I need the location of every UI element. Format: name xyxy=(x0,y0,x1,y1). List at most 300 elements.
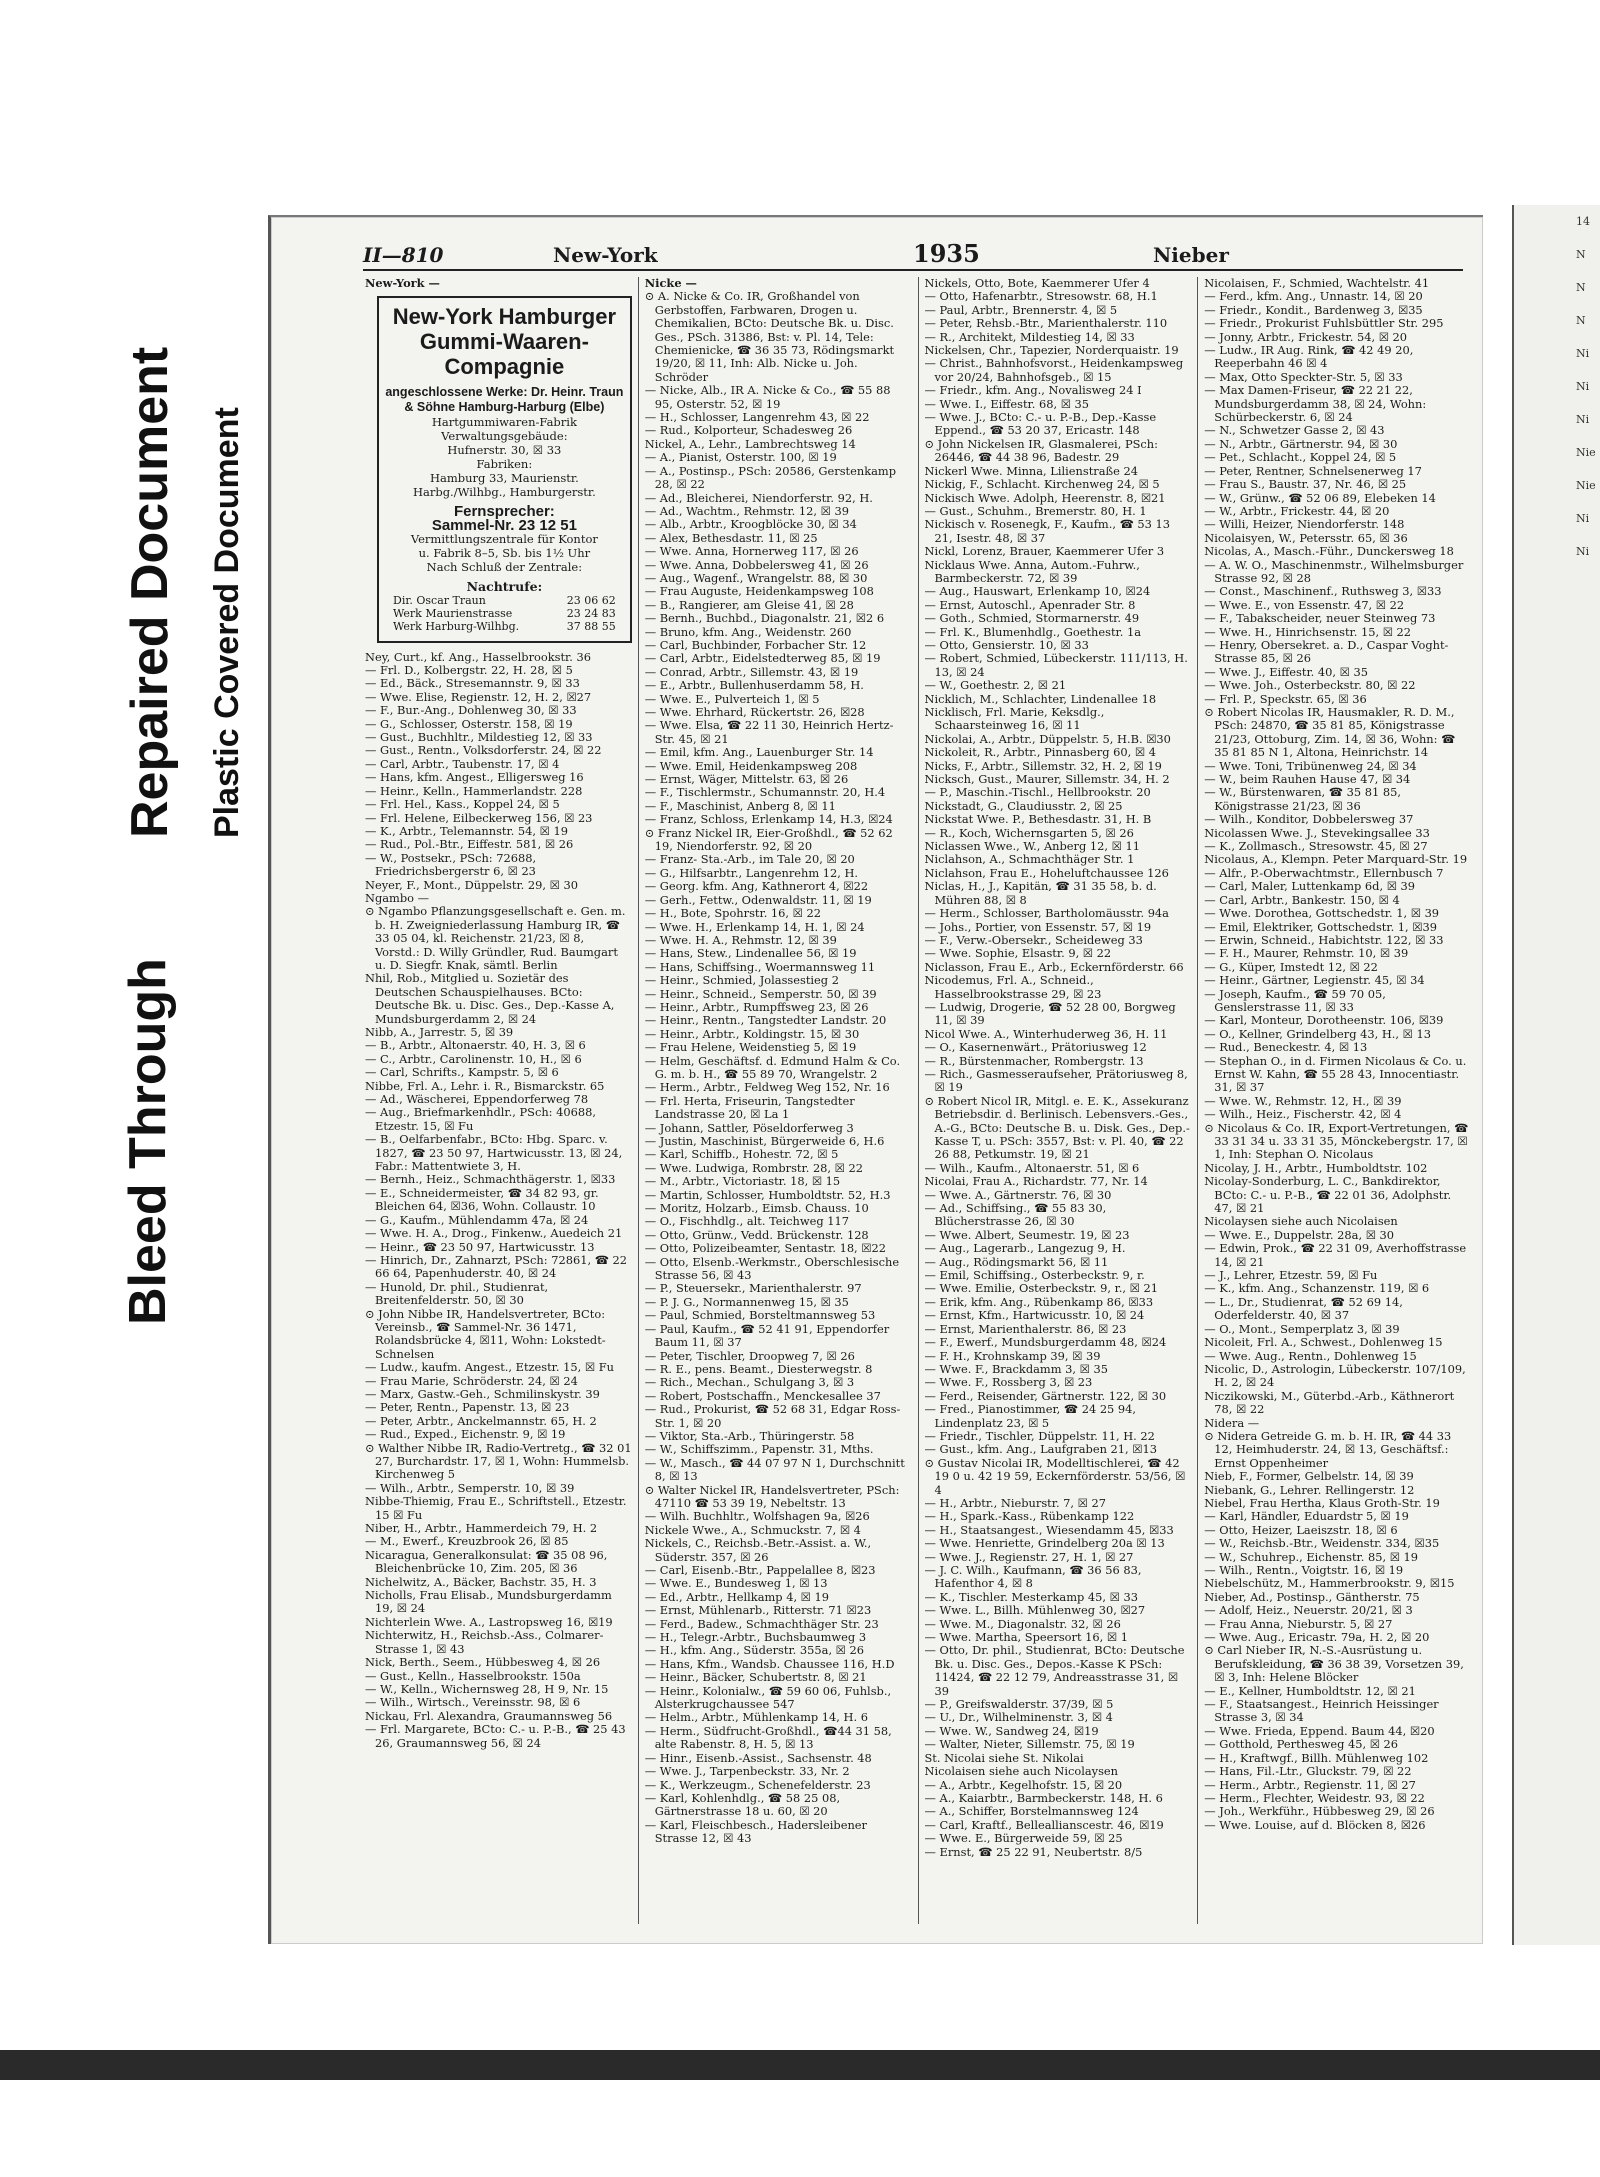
directory-entry: — M., Arbtr., Victoriastr. 18, ☒ 15 xyxy=(644,1174,841,1189)
directory-entry: — F., Tischlermstr., Schumannstr. 20, H.4 xyxy=(644,785,886,800)
side-label-plastic-covered: Plastic Covered Document xyxy=(208,407,246,838)
directory-entry: — L., Dr., Studienrat, ☎ 52 69 14, Oderfelderstr. 40, ☒ 37 xyxy=(1204,1294,1403,1323)
directory-entry: — O., Kasernenwärt., Prätoriusweg 12 xyxy=(924,1040,1147,1055)
directory-entry: — Edwin, Prok., ☎ 22 31 09, Averhoffstrasse 14, ☒ 21 xyxy=(1204,1241,1467,1269)
directory-entry: Nickelsen, Chr., Tapezier, Norderquaistr. 19 xyxy=(924,343,1179,358)
directory-entry: Nichelwitz, A., Bäcker, Bachstr. 35, H. 3 xyxy=(365,1574,597,1589)
directory-entry: — Carl, Eisenb.-Btr., Pappelallee 8, ☒23 xyxy=(644,1563,876,1577)
directory-entry: — A., Kaiarbtr., Barmbeckerstr. 148, H. 6 xyxy=(924,1790,1163,1805)
directory-entry: — Wwe. Martha, Speersort 16, ☒ 1 xyxy=(924,1630,1128,1645)
directory-entry: — Wwe. A., Gärtnerstr. 76, ☒ 30 xyxy=(924,1187,1112,1202)
directory-entry: — F. H., Maurer, Rehmstr. 10, ☒ 39 xyxy=(1204,946,1409,961)
directory-entry: — Ludw., kaufm. Angest., Etzestr. 15, ☒ Fu xyxy=(365,1360,614,1375)
directory-entry: — K., Werkzeugm., Schenefelderstr. 23 xyxy=(644,1777,871,1792)
directory-entry: Nickisch v. Rosenegk, F., Kaufm., ☎ 53 13 21, Isestr. 48, ☒ 37 xyxy=(924,517,1170,545)
directory-entry: — Wwe. Albert, Seumestr. 19, ☒ 23 xyxy=(924,1227,1130,1242)
directory-entry: — W., Grünw., ☎ 52 06 89, Elebeken 14 xyxy=(1204,490,1436,505)
directory-entry: — H., Staatsangest., Wiesendamm 45, ☒33 xyxy=(924,1522,1174,1537)
directory-entry: Nickau, Frl. Alexandra, Graumannsweg 56 xyxy=(365,1708,613,1723)
directory-entry: — Johs., Portier, von Essenstr. 57, ☒ 19 xyxy=(924,919,1152,934)
directory-entry: — Wwe. J., BCto: C.- u. P.-B., Dep.-Kasse Eppend., ☎ 53 20 37, Ericastr. 148 xyxy=(924,410,1157,438)
directory-entry: Nickstadt, G., Claudiusstr. 2, ☒ 25 xyxy=(924,798,1123,813)
directory-entry: — Ernst, Marienthalerstr. 86, ☒ 23 xyxy=(924,1321,1127,1336)
directory-entry: — Otto, Grünw., Vedd. Brückenstr. 128 xyxy=(644,1227,869,1242)
directory-entry: — Otto, Elsenb.-Werkmstr., Oberschlesische Strasse 56, ☒ 43 xyxy=(644,1254,900,1283)
directory-entry: — Hinr., Eisenb.-Assist., Sachsenstr. 48 xyxy=(644,1750,872,1765)
directory-entry: Nickel, A., Lehr., Lambrechtsweg 14 xyxy=(644,436,856,451)
directory-entry: — Rud., Beneckestr. 4, ☒ 13 xyxy=(1204,1040,1368,1055)
directory-entry: — K., Arbtr., Telemannstr. 54, ☒ 19 xyxy=(365,823,568,838)
ad-night-row xyxy=(385,620,624,633)
directory-entry: — Hans, kfm. Angest., Elligersweg 16 xyxy=(365,770,584,785)
directory-entry: — Wwe. Frieda, Eppend. Baum 44, ☒20 xyxy=(1204,1723,1435,1738)
ad-line: Verwaltungsgebäude: xyxy=(441,429,568,444)
directory-entry: — Heinr., Kelln., Hammerlandstr. 228 xyxy=(365,783,583,798)
directory-entry: Nicholls, Frau Elisab., Mundsburgerdamm 19, ☒ 24 xyxy=(365,1588,612,1616)
ad-line: Fabriken: xyxy=(476,457,533,472)
ad-title: New-York Hamburger Gummi-Waaren-Compagnie xyxy=(392,304,617,380)
ad-night-name: Werk Harburg-Wilhbg. xyxy=(393,619,520,633)
directory-entry: — G., Küper, Imstedt 12, ☒ 22 xyxy=(1204,959,1378,974)
ad-phone-line: Vermittlungszentrale für Kontor xyxy=(410,532,598,547)
directory-entry: — Friedr., Prokurist Fuhlsbüttler Str. 295 xyxy=(1204,316,1444,331)
directory-entry: Niclas, H., J., Kapitän, ☎ 31 35 58, b. d. Mühren 88, ☒ 8 xyxy=(924,879,1157,907)
directory-entry: Nicolic, D., Astrologin, Lübeckerstr. 107/109, H. 2, ☒ 24 xyxy=(1204,1361,1466,1390)
directory-entry: — Johann, Sattler, Pöseldorferweg 3 xyxy=(644,1120,854,1135)
directory-entry: — Jonny, Arbtr., Frickestr. 54, ☒ 20 xyxy=(1204,329,1408,344)
advertisement-box xyxy=(377,296,632,642)
directory-entry: — Ernst, Autoschl., Apenrader Str. 8 xyxy=(924,597,1136,612)
directory-entry: — Heinr., Schneid., Semperstr. 50, ☒ 39 xyxy=(644,986,877,1001)
directory-entry: — Ernst, Wäger, Mittelstr. 63, ☒ 26 xyxy=(644,772,849,787)
directory-entry: Nickisch Wwe. Adolph, Heerenstr. 8, ☒21 xyxy=(924,490,1166,505)
directory-entry: Nicolaisen, F., Schmied, Wachtelstr. 41 xyxy=(1204,277,1430,290)
directory-entry: — W., Schuhrep., Eichenstr. 85, ☒ 19 xyxy=(1204,1549,1419,1564)
directory-entry: — Wwe. J., Tarpenbeckstr. 33, Nr. 2 xyxy=(644,1764,850,1779)
directory-entry: — F., Tabakscheider, neuer Steinweg 73 xyxy=(1204,611,1436,626)
ad-night-name: Dir. Oscar Traun xyxy=(393,593,486,607)
directory-entry: — Wwe. E., von Essenstr. 47, ☒ 22 xyxy=(1204,597,1405,612)
directory-entry: Nicklich, M., Schlachter, Lindenallee 18 xyxy=(924,691,1157,706)
directory-entry: — Aug., Rödingsmarkt 56, ☒ 11 xyxy=(924,1254,1109,1269)
directory-entry: — W., Goethestr. 2, ☒ 21 xyxy=(924,678,1067,693)
directory-entry: — Frl. Hel., Kass., Koppel 24, ☒ 5 xyxy=(365,797,560,812)
directory-entry: Nicaragua, Generalkonsulat: ☎ 35 08 96, Bleichenbrücke 10, Zim. 205, ☒ 36 xyxy=(365,1547,608,1576)
directory-entry: — Gust., Kelln., Hasselbrookstr. 150a xyxy=(365,1668,581,1683)
directory-entry: — Alb., Arbtr., Kroogblöcke 30, ☒ 34 xyxy=(644,517,857,532)
ad-phone-line: u. Fabrik 8–5, Sb. bis 1½ Uhr xyxy=(418,546,591,561)
directory-entry: ⊙ Robert Nicol IR, Mitgl. e. E. K., Assekuranz Betriebsdir. d. Berlinisch. Lebensvers.-Ges., A.-G., BCto: Deutsche B. u. Disk. Ges., Dep.-Kasse T, u. PSch: 3557, Bst: v. Pl. 40, ☎ 22 26 88, Petkumstr. 19, ☒ 21 xyxy=(924,1093,1190,1162)
directory-entry: — Frl. P., Speckstr. 65, ☒ 36 xyxy=(1204,691,1367,706)
directory-entry: — Wilh., Rentn., Voigtstr. 16, ☒ 19 xyxy=(1204,1563,1404,1577)
directory-entry: Nickels, C., Reichsb.-Betr.-Assist. a. W., Süderstr. 357, ☒ 26 xyxy=(644,1536,872,1564)
directory-entry: — Frl. Helene, Eilbeckerweg 156, ☒ 23 xyxy=(365,810,593,825)
directory-entry: — Wwe. Aug., Rentn., Dohlenweg 15 xyxy=(1204,1348,1417,1363)
adjacent-page-mark: Ni xyxy=(1576,380,1590,393)
directory-entry: — Gust., Buchhltr., Mildestieg 12, ☒ 33 xyxy=(365,730,593,745)
column-1 xyxy=(359,277,639,1924)
directory-entry: — Wilh. Buchhltr., Wolfshagen 9a, ☒26 xyxy=(644,1509,870,1524)
directory-entry: ⊙ Ngambo Pflanzungsgesellschaft e. Gen. m. b. H. Zweigniederlassung Hamburg IR, ☎ 33 05 04, kl. Reichenstr. 21/23, ☒ 8, Vorstd.: D. Willy Gründler, Rud. Baumgart u. D. Siegfr. Knak, sämtl. Berlin xyxy=(365,904,626,972)
directory-entry: St. Nicolai siehe St. Nikolai xyxy=(924,1750,1084,1765)
directory-entry: Nickstat Wwe. P., Bethesdastr. 31, H. B xyxy=(924,812,1152,827)
column-2 xyxy=(639,277,919,1924)
directory-entry: — Wwe. W., Sandweg 24, ☒19 xyxy=(924,1723,1099,1738)
directory-entry: — Robert, Schmied, Lübeckerstr. 111/113, H. 13, ☒ 24 xyxy=(924,651,1188,679)
directory-entry: — Heinr., Bäcker, Schubertstr. 8, ☒ 21 xyxy=(644,1670,867,1685)
directory-entry: — Herm., Arbtr., Regienstr. 11, ☒ 27 xyxy=(1204,1777,1416,1792)
directory-entry: — Ad., Bleicherei, Niendorferstr. 92, H. xyxy=(644,490,873,505)
directory-entry: — R., Bürstenmacher, Rombergstr. 13 xyxy=(924,1053,1144,1068)
page-guide-word: Nieber xyxy=(1153,243,1229,267)
directory-entry: — Hunold, Dr. phil., Studienrat, Breitenfelderstr. 50, ☒ 30 xyxy=(365,1279,549,1308)
directory-entry: — W., Bürstenwaren, ☎ 35 81 85, Königstrasse 21/23, ☒ 36 xyxy=(1204,785,1401,813)
directory-entry: — F., Verw.-Obersekr., Scheideweg 33 xyxy=(924,932,1143,947)
directory-entry: — A. W. O., Maschinenmstr., Wilhelmsburger Strasse 92, ☒ 28 xyxy=(1204,557,1464,585)
directory-entry: ⊙ Franz Nickel IR, Eier-Großhdl., ☎ 52 62 19, Niendorferstr. 92, ☒ 20 xyxy=(644,825,893,854)
directory-entry: — Wilh., Arbtr., Semperstr. 10, ☒ 39 xyxy=(365,1480,575,1495)
directory-entry: — Carl, Arbtr., Eidelstedterweg 85, ☒ 19 xyxy=(644,651,881,666)
directory-entry: Nibbe, Frl. A., Lehr. i. R., Bismarckstr. 65 xyxy=(365,1078,605,1093)
directory-entry: — Helm, Geschäftsf. d. Edmund Halm & Co. G. m. b. H., ☎ 55 89 70, Wrangelstr. 2 xyxy=(644,1053,901,1081)
directory-entry: — Ed., Arbtr., Hellkamp 4, ☒ 19 xyxy=(644,1589,830,1604)
directory-entry: Nicolay-Sonderburg, L. C., Bankdirektor, BCto: C.- u. P.-B., ☎ 22 01 36, Adolphstr. 47, ☒ 21 xyxy=(1204,1174,1452,1216)
adjacent-page-mark: Ni xyxy=(1576,413,1590,426)
directory-entry: — Heinr., Arbtr., Koldingstr. 15, ☒ 30 xyxy=(644,1026,860,1041)
directory-entry: — F., Bur.-Ang., Dohlenweg 30, ☒ 33 xyxy=(365,703,577,718)
directory-entry: Nieber, Ad., Postinsp., Gäntherstr. 75 xyxy=(1204,1589,1420,1604)
directory-entry: — E., Kellner, Humboldtstr. 12, ☒ 21 xyxy=(1204,1683,1416,1698)
directory-entry: — Peter, Rehsb.-Btr., Marienthalerstr. 110 xyxy=(924,316,1168,331)
directory-entry: — Friedr., kfm. Ang., Novalisweg 24 I xyxy=(924,383,1142,398)
directory-entry: — K., Tischler. Mesterkamp 45, ☒ 33 xyxy=(924,1589,1138,1604)
directory-entry: — E., Schneidermeister, ☎ 34 82 93, gr. Bleichen 64, ☒36, Wohn. Collaustr. 10 xyxy=(365,1185,599,1214)
directory-entry: — Herm., Flechter, Weidestr. 93, ☒ 22 xyxy=(1204,1790,1425,1805)
directory-entry: — A., Arbtr., Kegelhofstr. 15, ☒ 20 xyxy=(924,1777,1123,1792)
directory-entry: — Carl, Kraftf., Belleallianscestr. 46, ☒19 xyxy=(924,1817,1164,1832)
directory-entry: — Carl, Buchbinder, Forbacher Str. 12 xyxy=(644,637,867,652)
directory-entry: — Georg. kfm. Ang, Kathnerort 4, ☒22 xyxy=(644,879,869,894)
directory-entry: — Gust., Rentn., Volksdorferstr. 24, ☒ 22 xyxy=(365,743,602,758)
directory-entry: — Rich., Gasmesserauf​seher, Prätoriusweg 8, ☒ 19 xyxy=(924,1066,1188,1095)
directory-entry: — G., Hilfsarbtr., Langenrehm 12, H. xyxy=(644,865,859,880)
directory-entry: — Peter, Tischler, Droopweg 7, ☒ 26 xyxy=(644,1348,855,1363)
directory-entry: — Aug., Lagerarb., Langezug 9, H. xyxy=(924,1241,1126,1256)
directory-entry: — J., Lehrer, Etzestr. 59, ☒ Fu xyxy=(1204,1268,1378,1283)
directory-entry: — Friedr., Kondit., Bardenweg 3, ☒35 xyxy=(1204,302,1423,317)
directory-entry: — Joseph, Kaufm., ☎ 59 70 05, Genslerstrasse 11, ☒ 33 xyxy=(1204,986,1386,1014)
directory-entry: — Wwe. Emilie, Osterbeckstr. 9, r., ☒ 21 xyxy=(924,1281,1158,1296)
directory-entry: Niebank, G., Lehrer. Rellingerstr. 12 xyxy=(1204,1482,1415,1497)
directory-entry: — Frau Anna, Nieburstr. 5, ☒ 27 xyxy=(1204,1616,1393,1631)
ad-night-row xyxy=(385,594,624,607)
directory-entry: Nickels, Otto, Bote, Kaemmerer Ufer 4 xyxy=(924,277,1150,290)
directory-entry: — A., Pianist, Osterstr. 100, ☒ 19 xyxy=(644,450,837,465)
directory-entry: — Rud., Kolporteur, Schadesweg 26 xyxy=(644,423,853,438)
directory-entry: Nibbe-Thiemig, Frau E., Schriftstell., Etzestr. 15 ☒ Fu xyxy=(365,1494,627,1522)
directory-entry: — Wwe. E., Pulverteich 1, ☒ 5 xyxy=(644,691,820,706)
directory-columns xyxy=(359,277,1477,1924)
directory-entry: — F. H., Krohnskamp 39, ☒ 39 xyxy=(924,1348,1101,1363)
directory-entry: Niclahson, Frau E., Hoheluftchaussee 126 xyxy=(924,865,1169,880)
adjacent-page-mark: Ni xyxy=(1576,347,1590,360)
directory-entry: Nicolaisyen, W., Petersstr. 65, ☒ 36 xyxy=(1204,530,1408,545)
directory-entry: — Wwe. W., Rehmstr. 12, H., ☒ 39 xyxy=(1204,1093,1402,1108)
page-year: 1935 xyxy=(913,239,980,268)
directory-entry: — Ad., Schiffsing., ☎ 55 83 30, Blücherstrasse 26, ☒ 30 xyxy=(924,1201,1107,1229)
page-section-title: New-York xyxy=(553,243,658,267)
directory-entry: — Karl, Schiffb., Hohestr. 72, ☒ 5 xyxy=(644,1147,839,1162)
directory-entry: — Ad., Wäscherei, Eppendorferweg 78 xyxy=(365,1092,589,1107)
directory-entry: — Fred., Pianostimmer, ☎ 24 25 94, Lindenplatz 23, ☒ 5 xyxy=(924,1402,1137,1430)
directory-entry: — Carl, Maler, Luttenkamp 6d, ☒ 39 xyxy=(1204,879,1416,894)
directory-entry: — W., Masch., ☎ 44 07 97 N 1, Durchschnitt 8, ☒ 13 xyxy=(644,1455,905,1484)
directory-entry: Nickolai, A., Arbtr., Düppelstr. 5, H.B. ☒30 xyxy=(924,731,1171,746)
ad-phone-number: Sammel-Nr. 23 12 51 xyxy=(431,516,577,534)
ad-line: Hufnerstr. 30, ☒ 33 xyxy=(447,443,562,458)
directory-entry: — Wwe. Anna, Hornerweg 117, ☒ 26 xyxy=(644,544,859,559)
directory-entry: ⊙ John Nickelsen IR, Glasmalerei, PSch: 26446, ☎ 44 38 96, Badestr. 29 xyxy=(924,436,1158,465)
directory-entry: Neyer, F., Mont., Düppelstr. 29, ☒ 30 xyxy=(365,877,578,892)
directory-entry: — Emil, Elektriker, Gottschedstr. 1, ☒39 xyxy=(1204,919,1438,934)
directory-entry: — Pet., Schlacht., Koppel 24, ☒ 5 xyxy=(1204,450,1397,465)
directory-entry: Nicodemus, Frl. A., Schneid., Hasselbrookstrasse 29, ☒ 23 xyxy=(924,973,1102,1001)
directory-entry: — Hans, Fil.-Ltr., Gluckstr. 79, ☒ 22 xyxy=(1204,1764,1412,1779)
directory-entry: — W., Schiffszimm., Papenstr. 31, Mths. xyxy=(644,1442,874,1457)
directory-entry: ⊙ Robert Nicolas IR, Hausmakler, R. D. M., PSch: 24870, ☎ 35 81 85, Königstrasse 21/23, Ottoburg, Zim. 14, ☒ 36, Wohn: ☎ 35 81 85 N 1, Altona, Heinrichstr. 14 xyxy=(1204,705,1456,760)
directory-entry: — Carl, Arbtr., Taubenstr. 17, ☒ 4 xyxy=(365,756,560,771)
directory-entry: — Adolf, Heiz., Neuerstr. 20/21, ☒ 3 xyxy=(1204,1603,1413,1618)
directory-entry: — Frl. Margarete, BCto: C.- u. P.-B., ☎ 25 43 26, Graumannsweg 56, ☒ 24 xyxy=(365,1722,626,1750)
directory-entry: — Rud., Prokurist, ☎ 52 68 31, Edgar Ross-Str. 1, ☒ 20 xyxy=(644,1402,901,1430)
directory-entry: — Wwe. Aug., Ericastr. 79a, H. 2, ☒ 20 xyxy=(1204,1630,1430,1645)
directory-entry: — G., Kaufm., Mühlendamm 47a, ☒ 24 xyxy=(365,1212,589,1227)
directory-entry: Nickig, F., Schlacht. Kirchenweg 24, ☒ 5 xyxy=(924,477,1160,492)
directory-page xyxy=(268,215,1483,1944)
directory-entry: — Justin, Maschinist, Bürgerweide 6, H.6 xyxy=(644,1134,885,1148)
directory-entry: — Rich., Mechan., Schulgang 3, ☒ 3 xyxy=(644,1375,855,1390)
directory-entry: — Erik, kfm. Ang., Rübenkamp 86, ☒33 xyxy=(924,1294,1154,1309)
directory-entry: Nichterlein Wwe. A., Lastropsweg 16, ☒19 xyxy=(365,1614,613,1629)
directory-entry: Nicksch, Gust., Maurer, Sillemstr. 34, H. 2 xyxy=(924,772,1170,787)
directory-entry: — Wilh., Wirtsch., Vereinsstr. 98, ☒ 6 xyxy=(365,1695,581,1710)
directory-entry: — Max Damen-Friseur, ☎ 22 21 22, Mundsburgerdamm 38, ☒ 24, Wohn: Schürbeckerstr. 6, ☒ 24 xyxy=(1204,383,1427,425)
directory-entry: — Friedr., Tischler, Düppelstr. 11, H. 22 xyxy=(924,1428,1155,1443)
directory-entry: — Nicke, Alb., IR A. Nicke & Co., ☎ 55 88 95, Osterstr. 52, ☒ 19 xyxy=(644,383,891,411)
directory-entry: Nickerl Wwe. Minna, Lilienstraße 24 xyxy=(924,463,1138,478)
directory-entry: — Wwe. J., Regienstr. 27, H. 1, ☒ 27 xyxy=(924,1549,1134,1564)
ad-night-number: 37 88 55 xyxy=(566,619,616,633)
directory-entry: — Frl. D., Kolbergstr. 22, H. 28, ☒ 5 xyxy=(365,663,573,678)
directory-entry: — Goth., Schmied, Stormarnerstr. 49 xyxy=(924,611,1140,626)
directory-entry: — K., kfm. Ang., Schanzenstr. 119, ☒ 6 xyxy=(1204,1281,1430,1296)
directory-entry: — Wwe. Henriette, Grindelberg 20a ☒ 13 xyxy=(924,1536,1165,1551)
directory-entry: — Const., Maschinenf., Ruthsweg 3, ☒33 xyxy=(1204,584,1442,599)
directory-entry: — Ad., Wachtm., Rehmstr. 12, ☒ 39 xyxy=(644,503,849,518)
directory-entry: — Wwe. Emil, Heidenkampsweg 208 xyxy=(644,758,858,773)
directory-entry: ⊙ Walther Nibbe IR, Radio-Vertretg., ☎ 32 01 27, Burchardstr. 17, ☒ 1, Wohn: Hummelsb. Kirchenweg 5 xyxy=(365,1440,632,1482)
directory-entry: — H., Kraftwgf., Billh. Mühlenweg 102 xyxy=(1204,1750,1429,1765)
ad-night-name: Werk Maurienstrasse xyxy=(393,606,513,620)
directory-entry: Nicolas, A., Masch.-Führ., Dunckersweg 18 xyxy=(1204,544,1454,559)
directory-entry: — Wilh., Kaufm., Altonaerstr. 51, ☒ 6 xyxy=(924,1160,1140,1175)
directory-entry: — F., Maschinist, Anberg 8, ☒ 11 xyxy=(644,798,836,813)
directory-entry: — C., Arbtr., Carolinenstr. 10, H., ☒ 6 xyxy=(365,1051,582,1066)
directory-entry: — Willi, Heizer, Niendorferstr. 148 xyxy=(1204,517,1405,532)
adjacent-page-mark: N xyxy=(1576,248,1586,261)
directory-entry: — Ernst, Kfm., Hartwicusstr. 10, ☒ 24 xyxy=(924,1308,1145,1323)
directory-entry: — Bernh., Buchbd., Diagonalstr. 21, ☒2 6 xyxy=(644,611,885,626)
directory-entry: — Wwe. E., Bürgerweide 59, ☒ 25 xyxy=(924,1831,1123,1846)
directory-entry: — Conrad, Arbtr., Sillemstr. 43, ☒ 19 xyxy=(644,664,859,679)
adjacent-page-mark: Ni xyxy=(1576,545,1590,558)
directory-entry: — Ludwig, Drogerie, ☎ 52 28 00, Borgweg 11, ☒ 39 xyxy=(924,999,1176,1028)
directory-entry: Nicolaysen siehe auch Nicolaisen xyxy=(1204,1214,1398,1229)
directory-entry: — Aug., Hauswart, Erlenkamp 10, ☒24 xyxy=(924,584,1151,599)
directory-entry: — Wwe. H. A., Drog., Finkenw., Auedeich 21 xyxy=(365,1226,623,1241)
directory-entry: — J. C. Wilh., Kaufmann, ☎ 36 56 83, Hafenthor 4, ☒ 8 xyxy=(924,1563,1142,1591)
side-label-repaired-document: Repaired Document xyxy=(121,346,179,838)
directory-entry: — Wwe. H., Erlenkamp 14, H. 1, ☒ 24 xyxy=(644,919,865,934)
directory-entry: — Otto, Dr. phil., Studienrat, BCto: Deutsche Bk. u. Disc. Ges., Depos.-Kasse K PSch: 11424, ☎ 22 12 79, Andreasstrasse 31, ☒ 39 xyxy=(924,1643,1185,1698)
directory-entry: — Herm., Arbtr., Feldweg Weg 152, Nr. 16 xyxy=(644,1080,890,1095)
directory-entry: Niber, H., Arbtr., Hammerdeich 79, H. 2 xyxy=(365,1521,598,1536)
directory-entry: — H., Bote, Spohrstr. 16, ☒ 22 xyxy=(644,906,821,921)
column-head: New-York — xyxy=(365,277,440,290)
directory-entry: — Paul, Arbtr., Brennerstr. 4, ☒ 5 xyxy=(924,302,1118,317)
directory-entry: — Marx, Gastw.-Geh., Schmilinskystr. 39 xyxy=(365,1386,600,1401)
directory-entry: — Moritz, Holzarb., Eimsb. Chauss. 10 xyxy=(644,1201,869,1216)
directory-entry: — Gerh., Fettw., Odenwaldstr. 11, ☒ 19 xyxy=(644,892,872,907)
directory-entry: — Hans, Stew., Lindenallee 56, ☒ 19 xyxy=(644,946,857,961)
page-header xyxy=(363,239,1463,271)
directory-entry: — Aug., Wagenf., Wrangelstr. 88, ☒ 30 xyxy=(644,570,868,585)
directory-entry: — Rud., Pol.-Btr., Eiffestr. 581, ☒ 26 xyxy=(365,837,574,852)
directory-entry: Nicolaus, A., Klempn. Peter Marquard-Str. 19 xyxy=(1204,852,1468,867)
directory-entry: — Otto, Polizeibeamter, Sentastr. 18, ☒22 xyxy=(644,1241,887,1256)
directory-entry: — W., Arbtr., Frickestr. 44, ☒ 20 xyxy=(1204,503,1390,518)
directory-entry: Niebel, Frau Hertha, Klaus Groth-Str. 19 xyxy=(1204,1495,1440,1510)
directory-entry: — F., Staatsangest., Heinrich Heissinger Strasse 3, ☒ 34 xyxy=(1204,1697,1439,1725)
directory-entry: — O., Kellner, Grindelberg 43, H., ☒ 13 xyxy=(1204,1026,1431,1041)
directory-entry: — P., Steuersekr., Marienthalerstr. 97 xyxy=(644,1281,862,1296)
directory-entry: — Rud., Exped., Eichenstr. 9, ☒ 19 xyxy=(365,1427,566,1442)
ad-night-number: 23 24 83 xyxy=(566,606,616,620)
directory-entry: — Ed., Bäck., Stresemannstr. 9, ☒ 33 xyxy=(365,676,580,691)
directory-entry: — W., Kelln., Wichernsweg 28, H 9, Nr. 15 xyxy=(365,1681,609,1696)
directory-entry: — Christ., Bahnhofsvorst., Heidenkampsweg vor 20/24, Bahnhofsgeb., ☒ 15 xyxy=(924,356,1184,384)
directory-entry: Nicoleit, Frl. A., Schwest., Dohlenweg 15 xyxy=(1204,1335,1443,1350)
directory-entry: — Ernst, ☎ 25 22 91, Neubertstr. 8/5 xyxy=(924,1844,1143,1859)
directory-entry: — Bernh., Heiz., Schmachthägerstr. 1, ☒33 xyxy=(365,1172,616,1187)
directory-entry: — Heinr., ☎ 23 50 97, Hartwicusstr. 13 xyxy=(365,1239,595,1254)
adjacent-page-mark: 14 xyxy=(1576,215,1590,228)
directory-entry: — Gust., Schuhm., Bremerstr. 80, H. 1 xyxy=(924,503,1147,518)
directory-entry: — Henry, Obersekret. a. D., Caspar Voght-Strasse 85, ☒ 26 xyxy=(1204,637,1449,666)
directory-entry: — P., Greifswalderstr. 37/39, ☒ 5 xyxy=(924,1697,1114,1712)
directory-entry: Nickele Wwe., A., Schmuckstr. 7, ☒ 4 xyxy=(644,1522,861,1537)
directory-entry: — Ferd., kfm. Ang., Unnastr. 14, ☒ 20 xyxy=(1204,289,1423,304)
directory-entry: — Peter, Arbtr., Anckelmannstr. 65, H. 2 xyxy=(365,1413,597,1428)
directory-entry: — N., Schwetzer Gasse 2, ☒ 43 xyxy=(1204,423,1385,438)
directory-entry: — Wwe. Ehrhard, Rückertstr. 26, ☒28 xyxy=(644,705,865,719)
directory-entry: — Wwe. I., Eiffestr. 68, ☒ 35 xyxy=(924,396,1090,411)
directory-entry: — Heinr., Gärtner, Legienstr. 45, ☒ 34 xyxy=(1204,973,1425,988)
directory-entry: — Peter, Rentner, Schnelsenerweg 17 xyxy=(1204,463,1422,478)
directory-entry: — H., Telegr.-Arbtr., Buchsbaumweg 3 xyxy=(644,1630,867,1645)
directory-entry: — B., Oelfarbenfabr., BCto: Hbg. Sparc. v. 1827, ☎ 23 50 97, Hartwicusstr. 13, ☒ 24, Fabr.: Mattentwiete 3, H. xyxy=(365,1132,623,1174)
directory-entry: Nicklisch, Frl. Marie, Keksdlg., Schaarsteinweg 16, ☒ 11 xyxy=(924,705,1105,733)
directory-entry: — Alex, Bethesdastr. 11, ☒ 25 xyxy=(644,530,818,545)
directory-entry: — Robert, Postschaffn., Menckesallee 37 xyxy=(644,1388,881,1403)
directory-entry: Nibb, A., Jarrestr. 5, ☒ 39 xyxy=(365,1025,514,1039)
ad-subtitle: angeschlossene Werke: Dr. Heinr. Traun & Söhne Hamburg-Harburg (Elbe) xyxy=(385,385,624,415)
directory-entry: — Emil, Schiffsing., Osterbeckstr. 9, r. xyxy=(924,1268,1145,1283)
directory-entry: Nicolassen Wwe. J., Stevekingsallee 33 xyxy=(1204,825,1430,840)
directory-entry: ⊙ Nidera Getreide G. m. b. H. IR, ☎ 44 33 12, Heimhuderstr. 24, ☒ 13, Geschäftsf.: Ernst Oppenheimer xyxy=(1204,1428,1452,1470)
directory-entry: — Wwe. M., Diagonalstr. 32, ☒ 26 xyxy=(924,1616,1121,1631)
directory-entry: ⊙ A. Nicke & Co. IR, Großhandel von Gerbstoffen, Farbwaren, Drogen u. Chemikalien, BCto: Deutsche Bk. u. Disc. Ges., PSch. 31386, Bst: v. Pl. 14, Tele: Chemienicke, ☎ 36 35 73, Rödingsmarkt 19/20, ☒ 11, Inh: Alb. Nicke u. Joh. Schröder xyxy=(644,289,895,384)
directory-entry: — A., Schiffer, Borstelmannsweg 124 xyxy=(924,1804,1139,1819)
directory-entry: — Wwe. F., Brackdamm 3, ☒ 35 xyxy=(924,1361,1108,1376)
directory-entry: — Heinr., Arbtr., Rumpffsweg 23, ☒ 26 xyxy=(644,999,869,1014)
directory-entry: — Ludw., IR Aug. Rink, ☎ 42 49 20, Reeperbahn 46 ☒ 4 xyxy=(1204,343,1414,371)
directory-entry: — Emil, kfm. Ang., Lauenburger Str. 14 xyxy=(644,745,874,760)
page-number: II—810 xyxy=(363,243,444,267)
directory-entry: — Viktor, Sta.-Arb., Thüringerstr. 58 xyxy=(644,1428,855,1443)
directory-entry: — Frau Helene, Weidenstieg 5, ☒ 19 xyxy=(644,1040,857,1055)
directory-entry: — U., Dr., Wilhelminenstr. 3, ☒ 4 xyxy=(924,1710,1113,1725)
directory-entry: ⊙ Carl Nieber IR, N.-S.-Ausrüstung u. Berufskleidung, ☎ 36 38 39, Vorsetzen 39, ☒ 3, Inh: Helene Blöcker xyxy=(1204,1643,1464,1685)
adjacent-page-edge xyxy=(1512,205,1600,1945)
directory-entry: — Carl, Arbtr., Bankestr. 150, ☒ 4 xyxy=(1204,892,1400,907)
directory-entry: Nicolaisen siehe auch Nicolaysen xyxy=(924,1764,1118,1779)
directory-entry: — Wwe. H., Hinrichsenstr. 15, ☒ 22 xyxy=(1204,624,1412,639)
directory-entry: — O., Mont., Semperplatz 3, ☒ 39 xyxy=(1204,1321,1400,1336)
directory-entry: — Frau Marie, Schröderstr. 24, ☒ 24 xyxy=(365,1373,578,1388)
directory-entry: ⊙ Nicolaus & Co. IR, Export-Vertretungen, ☎ 33 31 34 u. 33 31 35, Mönckebergstr. 17, ☒ 1, Inh: Stephan O. Nicolaus xyxy=(1204,1120,1469,1162)
directory-entry: Niclahson, A., Schmachthäger Str. 1 xyxy=(924,852,1135,867)
directory-entry: — Wwe. Louise, auf d. Blöcken 8, ☒26 xyxy=(1204,1817,1426,1832)
directory-entry: — P., Maschin.-Tischl., Hellbrookstr. 20 xyxy=(924,785,1151,800)
ad-night-heading: Nachtrufe: xyxy=(466,579,543,595)
directory-entry: — Wwe. Elsa, ☎ 22 11 30, Heinrich Hertz-Str. 45, ☒ 21 xyxy=(644,718,894,746)
directory-entry: — N., Arbtr., Gärtnerstr. 94, ☒ 30 xyxy=(1204,436,1398,451)
directory-entry: — E., Arbtr., Bullenhuserdamm 58, H. xyxy=(644,678,864,693)
directory-entry: — Bruno, kfm. Ang., Weidenstr. 260 xyxy=(644,624,852,639)
directory-entry: — Otto, Heizer, Laeiszstr. 18, ☒ 6 xyxy=(1204,1522,1398,1537)
ad-phone-heading: Fernsprecher: xyxy=(453,503,555,521)
directory-entry: — Walter, Nieter, Sillemstr. 75, ☒ 19 xyxy=(924,1737,1135,1752)
directory-entry: — Helm., Arbtr., Mühlenkamp 14, H. 6 xyxy=(644,1710,868,1725)
directory-entry: Ney, Curt., kf. Ang., Hasselbrookstr. 36 xyxy=(365,649,591,664)
directory-entry: — Frl. K., Blumenhdlg., Goethestr. 1a xyxy=(924,624,1142,639)
directory-entry: Ngambo — xyxy=(365,890,430,905)
directory-entry: — Wwe. Elise, Regienstr. 12, H. 2, ☒27 xyxy=(365,689,592,704)
directory-entry: — Ernst, Mühlenarb., Ritterstr. 71 ☒23 xyxy=(644,1603,872,1618)
ad-night-number: 23 06 62 xyxy=(566,593,616,607)
directory-entry: — Wwe. H. A., Rehmstr. 12, ☒ 39 xyxy=(644,932,837,947)
directory-entry: — Karl, Händler, Eduardstr 5, ☒ 19 xyxy=(1204,1509,1409,1524)
directory-entry: — Herm., Schlosser, Bartholomäusstr. 94a xyxy=(924,906,1169,921)
directory-entry: ⊙ John Nibbe IR, Handelsvertreter, BCto: Vereinsb., ☎ Sammel-Nr. 36 1471, Rolandsbrücke 4, ☒11, Wohn: Lokstedt-Schnelsen xyxy=(365,1306,606,1361)
directory-entry: — Alfr., P.-Oberwachtmstr., Ellernbusch 7 xyxy=(1204,865,1444,880)
directory-entry: — Hinrich, Dr., Zahnarzt, PSch: 72861, ☎ 22 66 64, Papenhuderstr. 40, ☒ 24 xyxy=(365,1252,628,1281)
directory-entry: — Gotthold, Perthesweg 45, ☒ 26 xyxy=(1204,1737,1399,1752)
directory-entry: — Wwe. L., Billh. Mühlenweg 30, ☒27 xyxy=(924,1603,1146,1618)
directory-entry: — Gust., kfm. Ang., Laufgraben 21, ☒13 xyxy=(924,1442,1157,1457)
directory-entry: Niclassen Wwe., W., Anberg 12, ☒ 11 xyxy=(924,839,1140,854)
